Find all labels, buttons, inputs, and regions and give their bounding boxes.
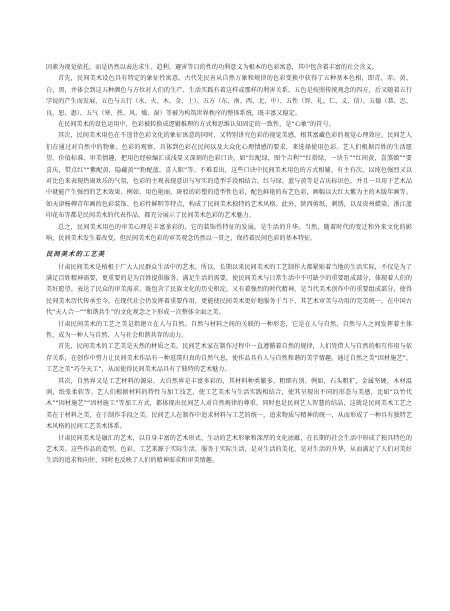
paragraph-4: 其次，民间美术用色在不违背色彩文化的象征寓意的同时，又特别讲究色彩的视觉美感，根其富藏色彩的视觉心理效应。民间艺人们在通过对自然中的物象、色彩的观察，具体到色彩在民间以及大众化心理情感的要求，来选择使用色彩。艺人们根据百姓的生活愿望、价值标准、审美情趣，把用色经验编汇成浅显又深刻的色彩口诀，如“红配绿，图个吉利”“红搭绿，一块玉”“红间黄，喜煞娘”“要喜庆，带点红”“紫配黄，隐藏黄”“粉配蓝，喜人眼”等。不难看出，这些口诀中民间美术用色的方式相辅、有主有次，以纯色强烈又以对比色来表现热闹欢乐的气氛，色彩的主观表现意识与写实的造型手段相结合。红与绿、蓝与黄等是吉庆标识色，并且一旦用于艺术品中就能产生强烈的艺术效果。例如，用色艳丽、斑驳的彩塑的造型性色彩，配色鲜艳的布艺色彩，画幅以大红大紫为主的木版年画等。如天津杨柳青年画的色彩装饰、色彩性鲜明等特点，构成了民间美术独特的艺术风格。此外，陕西剪纸、刺绣，以及贵州蜡染、浙江蓝印花布等都是民间美术的代表作品，都充分展示了民间美术色彩的艺术魅力。 [46,132,412,220]
paragraph-2: 首先，民间美术设色具有特定的象征性寓意。古代先民善从自然万象和规律的色彩变换中获得了五种基本色相，即青、赤、黄、白、黑，并体会到这五种颜色与方位对人们的生产、生活实践有着这样或那样的利害关系。五色是按照传统观念的四方，后又随着五行学说的产生而发展，五色与五行（水、火、木、金、土）、五方（东、南、西、北、中）、五性（智、礼、仁、义、信）、五德（恭、忠、良、恕、惠）、五气（寒、热、风、燥、湿）等被为构筑世界秩序的整体系统，既丰富又稳定。 [46,75,412,117]
paragraph-5: 总之，民间美术用色的审美心理是丰富多彩的，它的装饰性特征的发展，是生活的升华。当然，随着时代的变迁和外来文化的影响，民间美术发生着改变，但民间美术色彩的审美观念仍然以一贯之，保持着民间色彩的基本特征。 [46,223,412,243]
paragraph-9: 其次，自然界又是工艺材料的源泉。大自然界是丰富多彩的，其材料种类繁多、粗细有别。例如，石头粗犷，金属坚硬，木材温润，纸张柔软等。艺人们根据材料的特性与加工技艺，使工艺美术与生活实践相结合，使其呈现出不同的形态与美感，比如“以竹代木”“因材施艺”“因材施工”等加工方式，都体现出民间艺人对自然规律的尊重，同时也是民间艺人智慧的结晶，这就是民间美术工艺之美在于材料之美，在于制作手段之美。民间艺人在制作中追求材料与工艺的统一，追求物质与精神的统一，从而形成了一种具有独特艺术风格的民间工艺美术体系。 [46,377,412,431]
section-heading: 民间美术的工艺美 [46,249,106,258]
paragraph-8: 首先，民间美术的工艺美是天然的材质之美。民间艺术家在制作过程中一直遵循着自然的规律，人们凭借人与自然的相互作用与依存关系，在创作中努力让民间美术作品有一种返璞归真的自然气息，使作品具有人与自然和谐的美学情趣。通过自然之美“因材施艺”，工艺之美“巧夺天工”，从而使得民间美术品具有了独特的艺术魅力。 [46,343,412,374]
paragraph-7: 甘肃民间美术的工艺之美是指建立在人与自然、自然与材料之间的关联的一种形态，它是在人与自然、自然与人之间发挥着主体性，成为一种人与自然、人与社会和谐共存的动力。 [46,320,412,339]
paragraph-3: 在民间美术的设色运用中，色彩被转换成逻辑推理的方式和思维认知固定的一致性，是“心象”的符号。 [58,121,335,129]
document-page [46,62,412,467]
paragraph-6: 甘肃民间美术是植根于广大人民群众生活中的艺术。所以，长期以来民间美术的工艺制作大都紧贴着当地的生活实际，不仅是为了满足百姓精神需要，更重要的是为百姓提供服务，满足生活的需要，使民间美术与日常生活中不可缺少的重要组成部分，体现着人们的美好愿望，表达了民众的审美需求，既包含了民族文化的历史积淀，又有着强烈的时代精神，是当代美术创作中的重要组成部分，使得民间美术历代传承至今，在现代社会仍发挥着重要作用，更能使民间美术更好地服务于当下，其艺术审美与功用的完美统一，在中国古代“天人合一”“和谐共生”的文化观念之下形成一次整体全面之美。 [46,263,412,317]
paragraph-1: 因素为视觉依托，而是仍然以表达求生、趋利、避害等目的性的功利意义为根本的色彩寓意，其中包含着丰富的社会含义。 [46,64,378,71]
paragraph-10: 甘肃民间美术是融汇的艺术，以自身丰富的艺术形式、生动的艺术形象和深厚的文化底蕴，在长期的社会生活中形成了独具特色的艺术美。这些作品的造型、色彩、工艺来源于实际生活，服务于实际生活，是对生活的美化，是对生活的升华，从而满足了人们对美好生活的追求和向往，同时也反映了人们的精神需求和审美情趣。 [46,434,412,465]
